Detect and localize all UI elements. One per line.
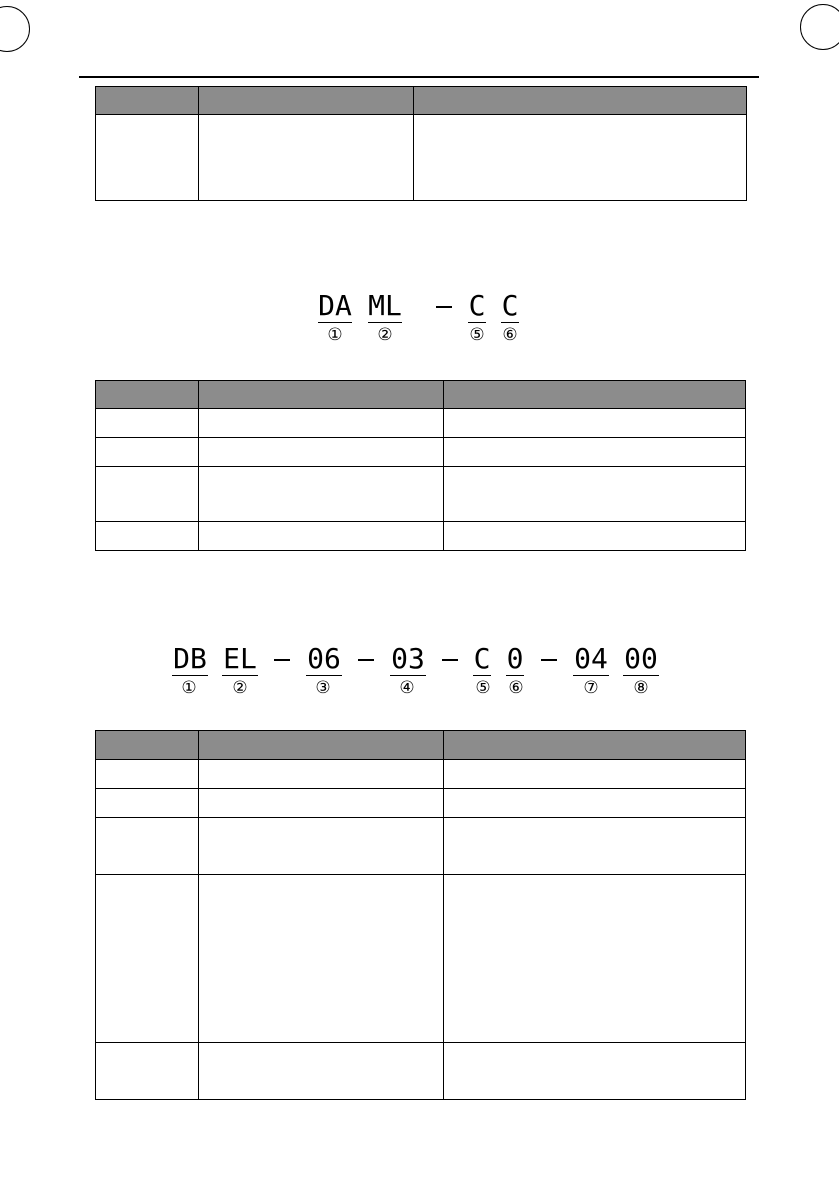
table-header-row	[96, 381, 746, 409]
table-header-row	[96, 731, 746, 760]
position-number: ④	[399, 678, 415, 698]
table-header-row	[96, 87, 747, 115]
table-cell	[96, 789, 199, 818]
code-segment: EL	[223, 642, 257, 675]
code-segment: C	[473, 642, 491, 675]
table-cell	[199, 818, 444, 875]
table-cell	[444, 467, 746, 522]
code-segment: C	[501, 289, 519, 322]
position-number: ②	[232, 678, 248, 698]
table-cell	[444, 789, 746, 818]
table-cell	[199, 522, 444, 551]
code-segment: DB	[173, 642, 207, 675]
code-segment: 0	[506, 642, 524, 675]
table-cell	[199, 760, 444, 789]
table-cell	[96, 115, 199, 201]
table-cell	[444, 875, 746, 1043]
table-header-cell	[199, 381, 444, 409]
table-cell	[96, 818, 199, 875]
table-row	[96, 789, 746, 818]
table-header-cell	[444, 381, 746, 409]
position-number: ⑦	[583, 678, 599, 698]
position-number: ⑥	[502, 325, 518, 345]
table-row	[96, 467, 746, 522]
code-segment: ML	[368, 289, 402, 322]
code-dash	[358, 659, 374, 661]
table-cell	[96, 760, 199, 789]
binding-hole-left	[0, 6, 30, 52]
position-number: ②	[377, 325, 393, 345]
table-row	[96, 818, 746, 875]
code-dash	[274, 659, 290, 661]
table-header-cell	[96, 381, 199, 409]
table-header-cell	[96, 87, 199, 115]
bottom-table	[95, 730, 746, 1100]
code-dash	[442, 659, 458, 661]
table-cell	[414, 115, 747, 201]
code-segment: C	[468, 289, 486, 322]
table-row	[96, 760, 746, 789]
code-dash	[436, 306, 452, 308]
code-dash	[541, 659, 557, 661]
position-number: ⑧	[633, 678, 649, 698]
table-header-cell	[444, 731, 746, 760]
table-row	[96, 1043, 746, 1100]
table-row	[96, 409, 746, 438]
table-cell	[199, 789, 444, 818]
table-cell	[96, 467, 199, 522]
table-cell	[199, 438, 444, 467]
top-table	[95, 86, 747, 201]
model-code-1	[0, 290, 839, 350]
position-number: ⑥	[508, 678, 524, 698]
header-rule	[79, 76, 759, 78]
middle-table	[95, 380, 746, 551]
table-row	[96, 875, 746, 1043]
table-cell	[444, 438, 746, 467]
table-cell	[199, 1043, 444, 1100]
table-header-cell	[414, 87, 747, 115]
table-row	[96, 115, 747, 201]
model-code-2	[0, 643, 839, 703]
table-cell	[199, 467, 444, 522]
binding-hole-right	[800, 4, 839, 50]
table-cell	[96, 522, 199, 551]
table-cell	[96, 1043, 199, 1100]
table-cell	[199, 409, 444, 438]
table-cell	[444, 1043, 746, 1100]
table-cell	[96, 875, 199, 1043]
table-cell	[199, 115, 414, 201]
table-cell	[444, 818, 746, 875]
table-cell	[96, 409, 199, 438]
table-header-cell	[199, 87, 414, 115]
position-number: ③	[315, 678, 331, 698]
table-cell	[444, 522, 746, 551]
table-row	[96, 438, 746, 467]
table-header-cell	[199, 731, 444, 760]
position-number: ⑤	[475, 678, 491, 698]
position-number: ⑤	[469, 325, 485, 345]
table-row	[96, 522, 746, 551]
table-cell	[444, 760, 746, 789]
position-number: ①	[327, 325, 343, 345]
table-header-cell	[96, 731, 199, 760]
table-cell	[444, 409, 746, 438]
code-segment: 06	[307, 642, 341, 675]
code-segment: 03	[391, 642, 425, 675]
code-segment: 00	[624, 642, 658, 675]
table-cell	[199, 875, 444, 1043]
code-segment: 04	[574, 642, 608, 675]
position-number: ①	[181, 678, 197, 698]
code-segment: DA	[318, 289, 352, 322]
table-cell	[96, 438, 199, 467]
